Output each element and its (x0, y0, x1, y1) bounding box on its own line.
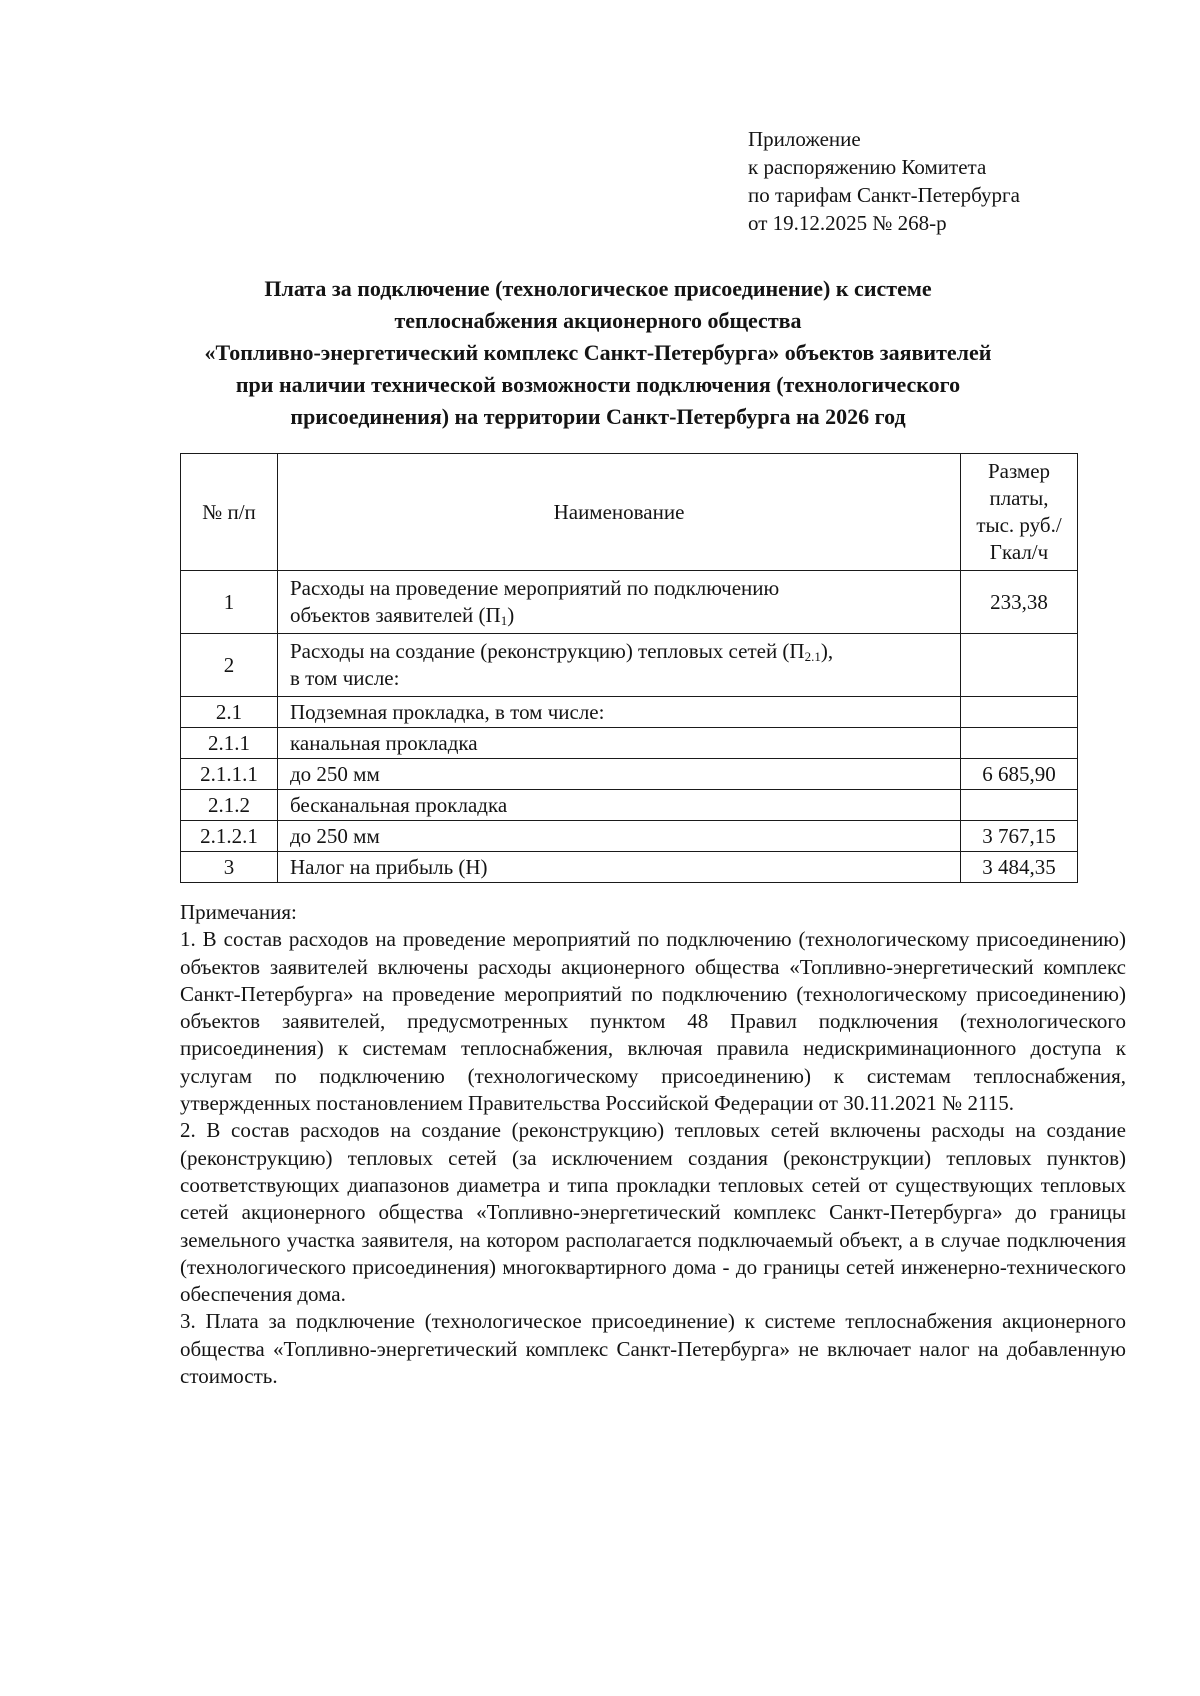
table-row (181, 634, 1078, 697)
row-name (278, 634, 961, 697)
table-row (181, 759, 1078, 790)
header-fee-line: Гкал/ч (989, 540, 1049, 564)
table-row (181, 852, 1078, 883)
row-name-text: Расходы на создание (реконструкцию) тепловых сетей (П (290, 639, 805, 663)
table-header-row (181, 454, 1078, 571)
table-row (181, 821, 1078, 852)
row-value (961, 728, 1078, 759)
row-num: 2.1.1 (181, 728, 278, 759)
note-item: 1. В состав расходов на проведение мероприятий по подключению (технологическому присоединению) объектов заявителей включены расходы акционерного общества «Топливно-энергетический комплекс Санкт-Петербурга» на проведение мероприятий по подключению (технологическому присоединению) объектов заявителей, предусмотренных пунктом 48 Правил подключения (технологического присоединения) к системам теплоснабжения, включая правила недискриминационного доступа к услугам по подключению (технологическому присоединению) к системам теплоснабжения, утвержденных постановлением Правительства Российской Федерации от 30.11.2021 № 2115. (180, 927, 1126, 1116)
table-row (181, 728, 1078, 759)
row-name: до 250 мм (278, 759, 961, 790)
header-fee (961, 454, 1078, 571)
row-name-line: Расходы на проведение мероприятий по подключению (290, 576, 780, 600)
title-line: при наличии технической возможности подключения (технологического (235, 372, 961, 397)
row-value (961, 697, 1078, 728)
note-item: 3. Плата за подключение (технологическое присоединение) к системе теплоснабжения акционерного общества «Топливно-энергетический комплекс Санкт-Петербурга» не включает налог на добавленную стоимость. (180, 1309, 1126, 1389)
fee-table (180, 453, 1078, 883)
title-line: Плата за подключение (технологическое присоединение) к системе (264, 276, 932, 301)
appendix-header (748, 125, 1020, 237)
title-line: присоединения) на территории Санкт-Петербурга на 2026 год (290, 404, 906, 429)
row-name-subscript: 2.1 (804, 649, 821, 664)
row-value: 233,38 (961, 571, 1078, 634)
header-name: Наименование (278, 454, 961, 571)
header-num: № п/п (181, 454, 278, 571)
row-value (961, 634, 1078, 697)
row-name-line: в том числе: (290, 666, 400, 690)
title-line: «Топливно-энергетический комплекс Санкт-Петербурга» объектов заявителей (204, 340, 992, 365)
table-row (181, 697, 1078, 728)
row-num: 3 (181, 852, 278, 883)
row-name-text: объектов заявителей (П (290, 603, 501, 627)
header-fee-line: платы, (989, 486, 1049, 510)
row-name-suffix: ) (507, 603, 515, 627)
row-name-subscript: 1 (500, 613, 508, 628)
appendix-header-line: от 19.12.2025 № 268-р (748, 211, 947, 235)
appendix-header-line: по тарифам Санкт-Петербурга (748, 183, 1020, 207)
notes-heading: Примечания: (180, 900, 297, 924)
row-name-line (290, 638, 948, 665)
notes-section (180, 899, 1126, 1390)
appendix-header-line: Приложение (748, 127, 861, 151)
row-value (961, 790, 1078, 821)
header-fee-line: Размер (987, 459, 1051, 483)
row-value: 6 685,90 (961, 759, 1078, 790)
row-name-suffix: ), (820, 639, 834, 663)
row-num: 2.1.1.1 (181, 759, 278, 790)
header-fee-line: тыс. руб./ (976, 513, 1062, 537)
row-name: канальная прокладка (278, 728, 961, 759)
table-row (181, 571, 1078, 634)
row-num: 2.1.2.1 (181, 821, 278, 852)
row-num: 2.1 (181, 697, 278, 728)
row-name: бесканальная прокладка (278, 790, 961, 821)
row-name-line (290, 602, 948, 629)
row-name: Подземная прокладка, в том числе: (278, 697, 961, 728)
row-num: 2.1.2 (181, 790, 278, 821)
appendix-header-line: к распоряжению Комитета (748, 155, 987, 179)
row-name (278, 571, 961, 634)
row-value: 3 484,35 (961, 852, 1078, 883)
title-line: теплоснабжения акционерного общества (394, 308, 802, 333)
row-name: Налог на прибыль (Н) (278, 852, 961, 883)
note-item: 2. В состав расходов на создание (реконструкцию) тепловых сетей включены расходы на создание (реконструкцию) тепловых сетей (за исключением создания (реконструкции) тепловых пунктов) соответствующих диапазонов диаметра и типа прокладки тепловых сетей от существующих тепловых сетей акционерного общества «Топливно-энергетический комплекс Санкт-Петербурга» до границы земельного участка заявителя, на котором располагается подключаемый объект, а в случае подключения (технологического присоединения) многоквартирного дома - до границы сетей инженерно-технического обеспечения дома. (180, 1118, 1126, 1307)
row-num: 2 (181, 634, 278, 697)
row-name: до 250 мм (278, 821, 961, 852)
table-row (181, 790, 1078, 821)
document-title (160, 273, 1036, 433)
row-value: 3 767,15 (961, 821, 1078, 852)
row-num: 1 (181, 571, 278, 634)
